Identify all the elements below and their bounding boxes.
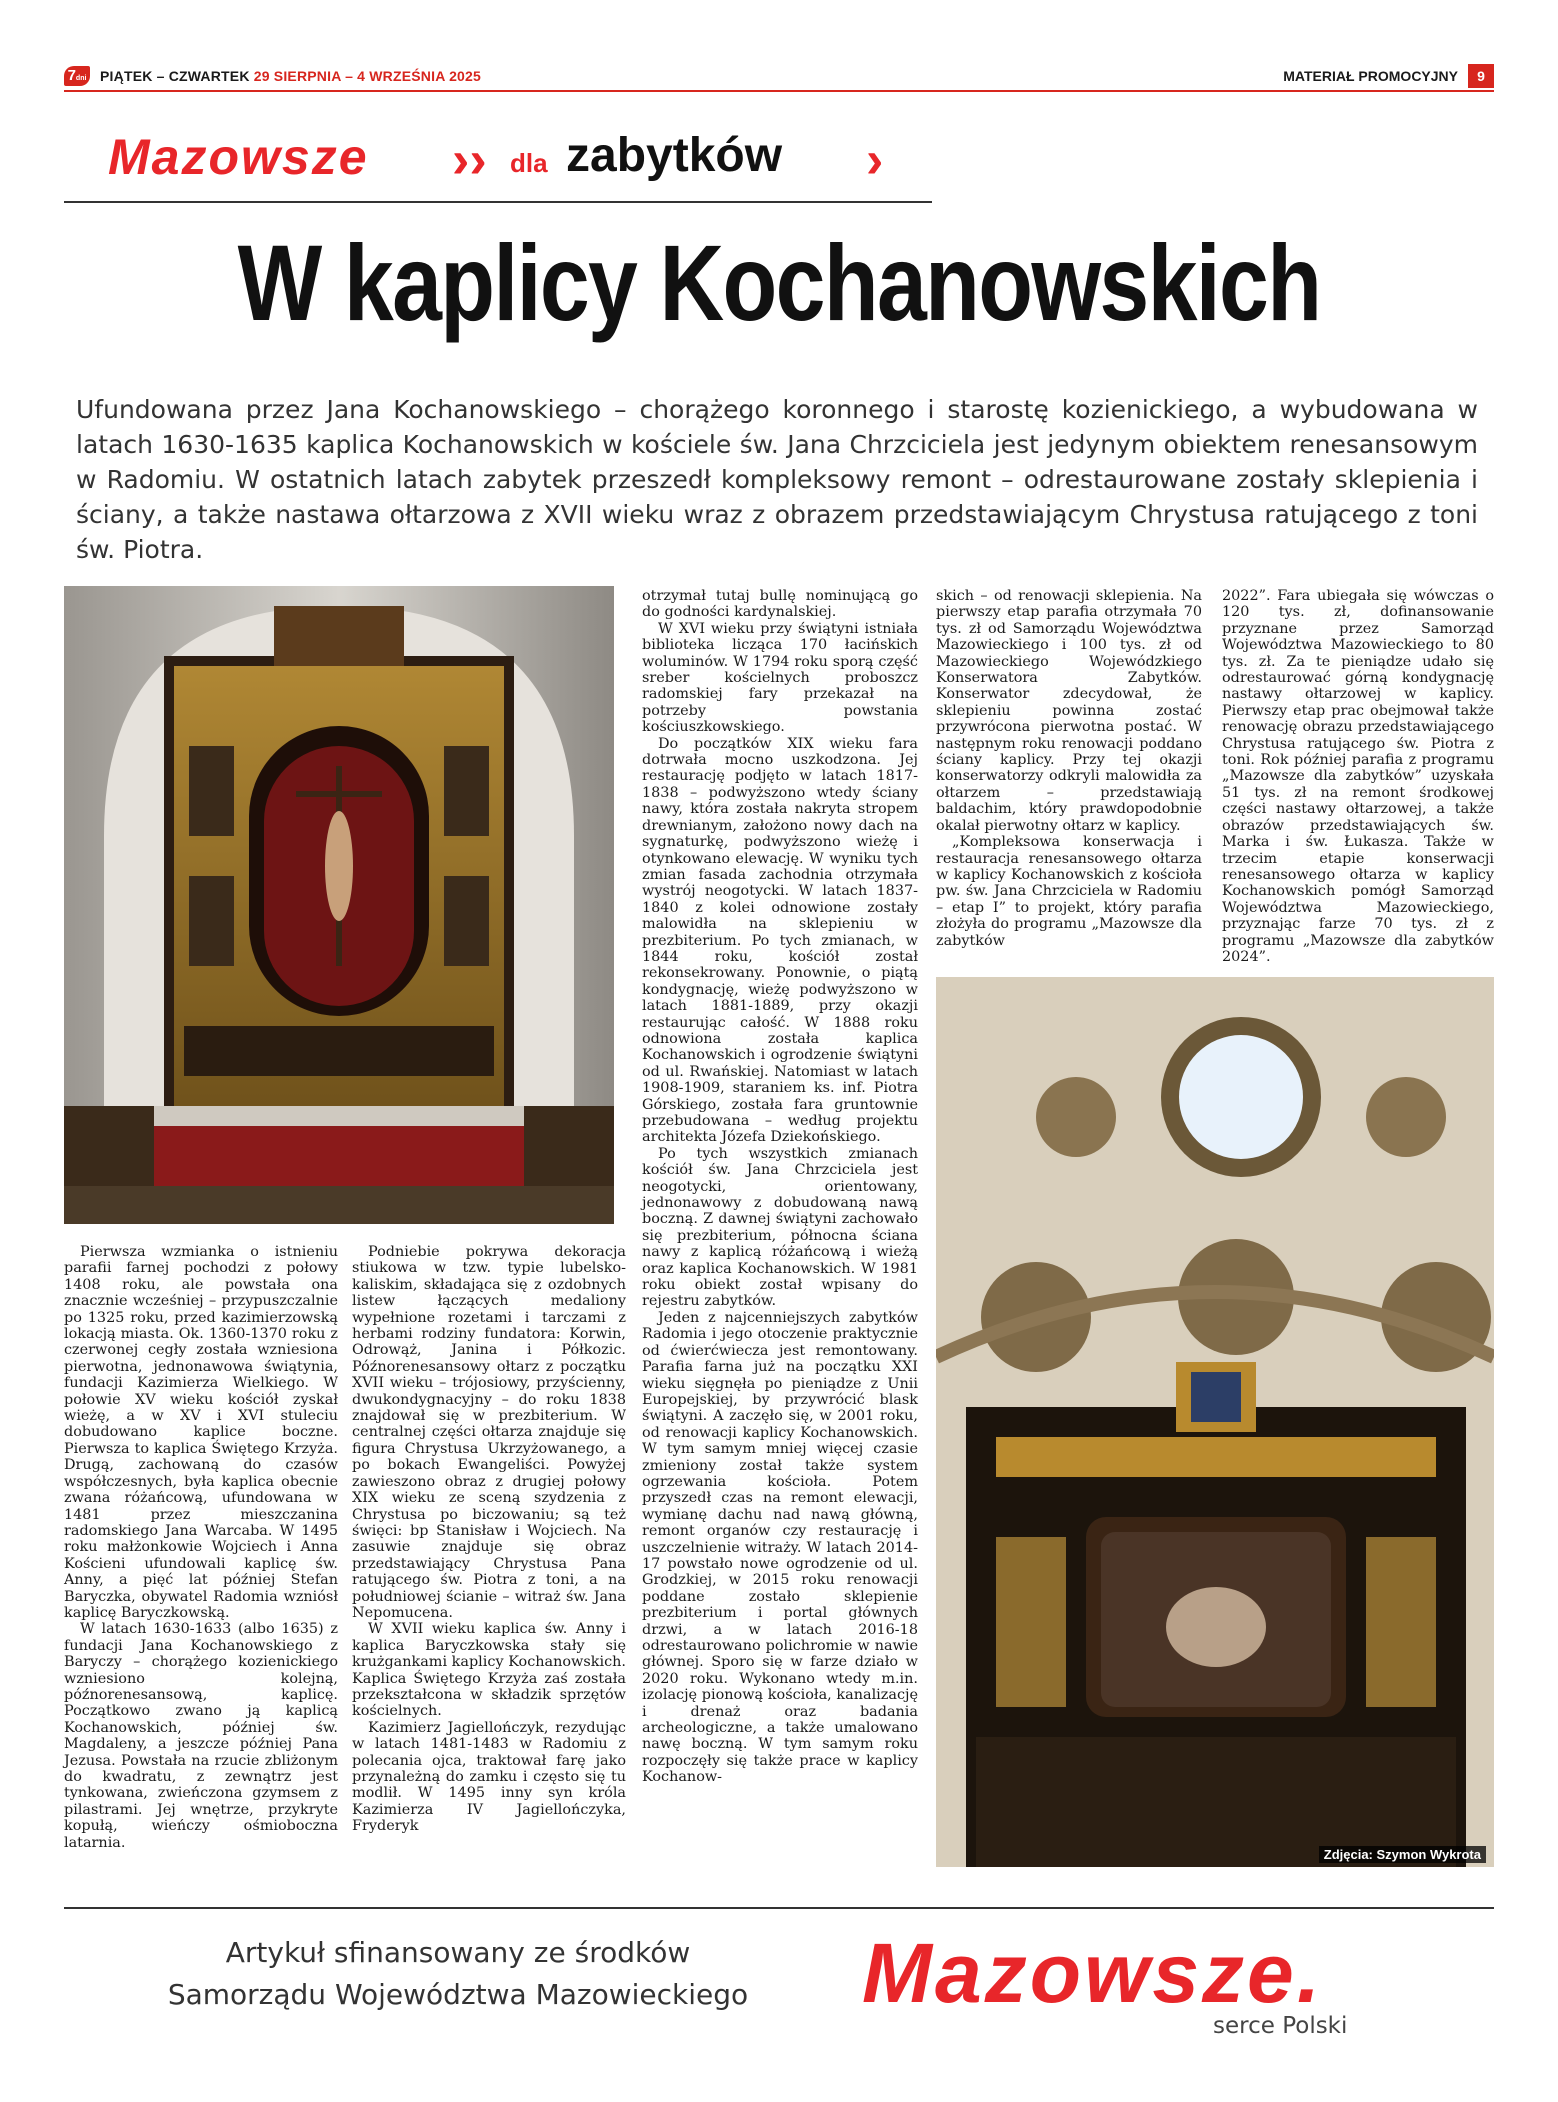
paragraph: Podniebie pokrywa dekoracja stiukowa w tzw. typie lubelsko-kaliskim, składająca się z ozdobnych listew łączących medaliony wypełnione rozetami i tarczami z herbami rodziny fundatora: Korwin, Odrowąż, Janina i Półkozic. Późnorenesansowy ołtarz z początku XVII wieku – trójosiowy, przyścienny, dwukondygnacyjny – do roku 1838 znajdował się w prezbiterium. W centralnej części ołtarza znajduje się figura Chrystusa Ukrzyżowanego, a po bokach Ewangeliści. Powyżej zawieszono obraz z drugiej połowy XIX wieku ze sceną szydzenia z Chrystusa po biczowaniu; są też święci: bp Stanisław i Wojciech. Na zasuwie znajduje się obraz przedstawiający Chrystusa Pana ratującego św. Piotra z toni, a na południowej ścianie – witraż św. Jana Nepomucena. — [352, 1244, 626, 1621]
funding-line-1: Artykuł sfinansowany ze środków — [225, 1936, 691, 1969]
top-bar — [64, 64, 1494, 92]
article-column-2 — [352, 1244, 626, 1835]
funding-line-2: Samorządu Województwa Mazowieckiego — [167, 1978, 749, 2011]
series-zabytkow: zabytków — [566, 129, 783, 182]
paragraph: W XVII wieku kaplica św. Anny i kaplica Baryczkowska stały się krużgankami kaplicy Kochanowskich. Kaplica Świętego Krzyża zaś została przekształcona w składzik sprzętów kościelnych. — [352, 1621, 626, 1720]
divider — [64, 201, 932, 203]
article-column-1 — [64, 1244, 338, 1851]
double-chevron-icon: ›› — [452, 131, 487, 189]
mazowsze-tagline: serce Polski — [1213, 2013, 1348, 2039]
paragraph: otrzymał tutaj bullę nominującą go do godności kardynalskiej. — [642, 588, 918, 621]
paragraph: Po tych wszystkich zmianach kościół św. Jana Chrzciciela jest neogotycki, orientowany, jednonawowy z dobudowaną nawą boczną. Z dawnej świątyni zachowało się prezbiterium, północna ściana nawy z kaplicą różańcową i wieżą oraz kaplica Kochanowskich. W 1981 roku obiekt został wpisany do rejestru zabytków. — [642, 1145, 918, 1310]
paragraph: Do początków XIX wieku fara dotrwała mocno uszkodzona. Jej restaurację podjęto w latach 1817-1838 – podwyższono wtedy ściany nawy, która została nakryta stropem drewnianym, założono nowy dach na sygnaturkę, podwyższono wieżę i otynkowano elewację. W wyniku tych zmian fasada zachodnia otrzymała wystrój neogotycki. W latach 1837-1840 z kolei odnowione zostały malowidła na sklepieniu w prezbiterium. Po tych zmianach, w 1844 roku, kościół został rekonsekrowany. Ponownie, o piątą kondygnację, wieżę podwyższono w latach 1881-1889, przy okazji restaurując całość. W 1888 roku odnowiona została kaplica Kochanowskich i ogrodzenie świątyni od ul. Rwańskiej. Natomiast w latach 1908-1909, staraniem ks. inf. Piotra Górskiego, została fara gruntownie przebudowana – według projektu architekta Józefa Dziekońskiego. — [642, 735, 918, 1146]
paragraph: W latach 1630-1633 (albo 1635) z fundacji Jana Kochanowskiego z Baryczy – chorążego kozienickiego wzniesiono kolejną, późnorenesansową, kaplicę. Początkowo zwano ją kaplicą Kochanowskich, później św. Magdaleny, a jeszcze później Pana Jezusa. Powstała na rzucie zbliżonym do kwadratu, z zewnątrz jest tynkowana, zwieńczona gzymsem z pilastrami. Jej wnętrze, przykryte kopułą, wieńczy ośmioboczna latarnia. — [64, 1621, 338, 1851]
article-column-4 — [936, 588, 1202, 949]
vault-photo — [936, 977, 1494, 1867]
paragraph: Kazimierz Jagiellończyk, rezydując w latach 1481-1483 w Radomiu z polecania ojca, traktował farę jako przynależną do zamku i często się tu modlił. W 1495 inny syn króla Kazimierza IV Jagiellończyka, Fryderyk — [352, 1719, 626, 1835]
paragraph: Jeden z najcenniejszych zabytków Radomia i jego otoczenie praktycznie od ćwierćwiecza jest remontowany. Parafia farna już na początku XXI wieku sięgnęła po pieniądze z Unii Europejskiej, by przywrócić blask świątyni. A zaczęło się, w 2001 roku, od renowacji kaplicy Kochanowskich. W tym samym mniej więcej czasie zmieniony został także system ogrzewania kościoła. Potem przyszedł czas na remont elewacji, wymianę dachu nad nawą główną, remont organów czy restaurację i uszczelnienie witraży. W latach 2014-17 powstało nowe ogrodzenie od ul. Grodzkiej, w 2015 roku renowacji poddane zostało sklepienie prezbiterium i portal głównych drzwi, a w latach 2016-18 odrestaurowano polichromie w nawie głównej. Sporo się w farze działo w 2020 roku. Wykonano wtedy m.in. izolację pionową kościoła, kanalizację i drenaż oraz badania archeologiczne, a także umalowano nawę boczną. W tym samym roku rozpoczęły się także prace w kaplicy Kochanow- — [642, 1309, 918, 1786]
article-lead: Ufundowana przez Jana Kochanowskiego – chorążego koronnego i starostę kozienickiego, a wybudowana w latach 1630-1635 kaplica Kochanowskich w kościele św. Jana Chrzciciela jest jedynym obiektem renesansowym w Radomiu. W ostatnich latach zabytek przeszedł kompleksowy remont – odrestaurowane zostały sklepienia i ściany, a także nastawa ołtarzowa z XVII wieku wraz z obrazem przedstawiającym Chrystusa ratującego z toni św. Piotra. — [76, 395, 1478, 564]
paragraph: 2022”. Fara ubiegała się wówczas o 120 tys. zł, dofinansowanie przyznane przez Samorząd Województwa Mazowieckiego to 80 tys. zł. Za te pieniądze udało się odrestaurować górną kondygnację nastawy ołtarzowej w kaplicy. Pierwszy etap prac obejmował także renowację obrazu przedstawiającego Chrystusa ratującego św. Piotra z toni. Rok później parafia z programu „Mazowsze dla zabytków” uzyskała 51 tys. zł na remont środkowej części nastawy ołtarzowej, a także obrazów przedstawiających św. Marka i św. Łukasza. Także w trzecim etapie konserwacji renesansowego ołtarza w kaplicy Kochanowskich pomógł Samorząd Województwa Mazowieckiego, przyznając farze 70 tys. zł z programu „Mazowsze dla zabytków 2024”. — [1222, 588, 1494, 965]
newspaper-logo: 7dni — [64, 66, 90, 86]
paragraph: W XVI wieku przy świątyni istniała biblioteka licząca 170 łacińskich woluminów. W 1794 roku sporą część sreber kościelnych proboszcz radomskiej fary przekazał na potrzeby powstania kościuszkowskiego. — [642, 620, 918, 736]
promo-label: MATERIAŁ PROMOCYJNY — [1283, 68, 1458, 84]
paragraph: „Kompleksowa konserwacja i restauracja renesansowego ołtarza w kaplicy Kochanowskich z kościoła pw. św. Jana Chrzciciela w Radomiu – etap I” to projekt, który parafia złożyła do programu „Mazowsze dla zabytków — [936, 834, 1202, 949]
article-column-3 — [642, 588, 918, 1786]
chevron-icon: › — [866, 131, 884, 189]
mazowsze-logo: Mazowsze. — [862, 1926, 1324, 2020]
paragraph: skich – od renowacji sklepienia. Na pierwszy etap parafia otrzymała 70 tys. zł od Samorządu Województwa Mazowieckiego i 100 tys. zł od Mazowieckiego Wojewódzkiego Konserwatora Zabytków. Konserwator zdecydował, że sklepieniu powinna zostać przywrócona pierwotna postać. W następnym roku renowacji poddano ściany kaplicy. Przy tej okazji konserwatorzy odkryli malowidła za ołtarzem – przedstawiają baldachim, który prawdopodobnie okalał pierwotny ołtarz w kaplicy. — [936, 588, 1202, 834]
divider — [64, 1907, 1494, 1909]
paragraph: Pierwsza wzmianka o istnieniu parafii farnej pochodzi z połowy 1408 roku, ale powstała ona znacznie wcześniej – przypuszczalnie po 1325 roku, przed kazimierzowską lokacją miasta. Ok. 1360-1370 roku z czerwonej cegły została wzniesiona pierwotna, jednonawowa świątynia, fundacji Kazimierza Wielkiego. W połowie XV wieku kościół zyskał wieżę, a w XV i XVI stuleciu dobudowano kaplice boczne. Pierwsza to kaplica Świętego Krzyża. Drugą, zachowaną do czasów współczesnych, była kaplica obecnie zwana różańcową, ufundowana w 1481 przez mieszczanina radomskiego Jana Warcaba. W 1495 roku małżonkowie Wojciech i Anna Kościeni ufundowali kaplicę św. Anny, a pięć lat później Stefan Baryczka, obywatel Radomia wzniósł kaplicę Baryczkowską. — [64, 1244, 338, 1621]
funding-note — [118, 1932, 798, 2016]
photo-credit: Zdjęcia: Szymon Wykrota — [1319, 1846, 1486, 1863]
article-column-5 — [1222, 588, 1494, 965]
issue-date: PIĄTEK – CZWARTEK 29 SIERPNIA – 4 WRZEŚNIA 2025 — [100, 68, 482, 84]
series-dla: dla — [510, 148, 548, 178]
altar-photo — [64, 586, 614, 1224]
series-brand-logo: Mazowsze — [108, 129, 369, 185]
article-title: W kaplicy Kochanowskich — [237, 222, 1321, 343]
page-number: 9 — [1468, 64, 1494, 88]
